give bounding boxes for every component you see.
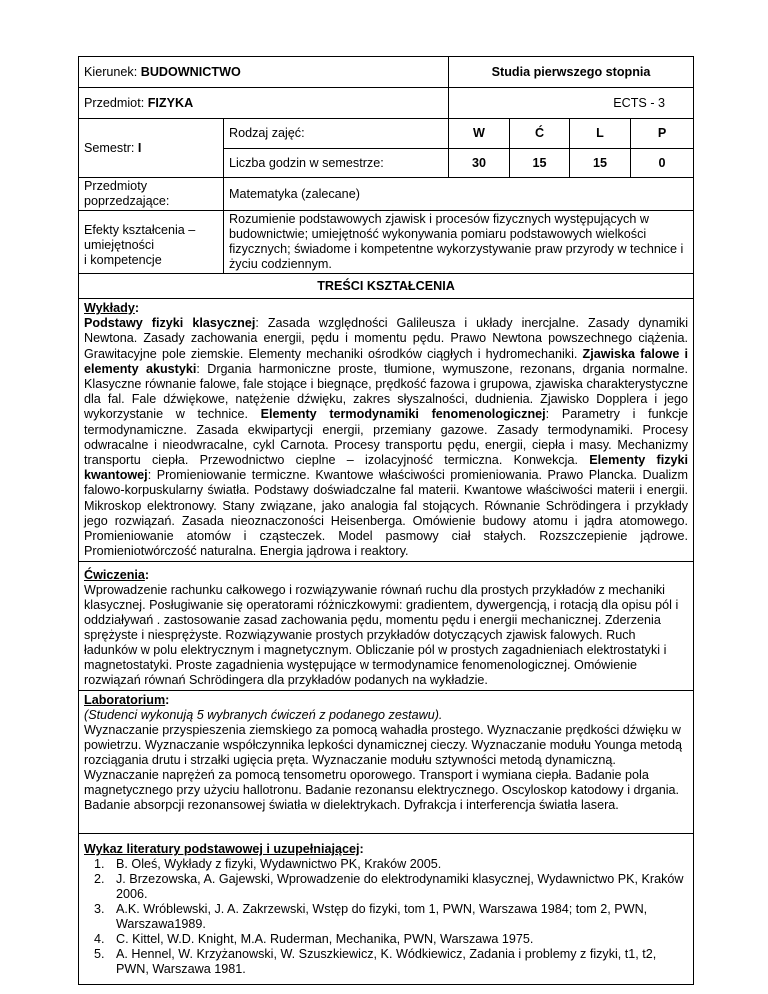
hours-l: 15 [570, 149, 631, 178]
efekty-label-line-1: Efekty kształcenia – [84, 222, 196, 237]
literatura-cell [79, 834, 694, 985]
przedmioty-label: Przedmioty poprzedzające: [79, 178, 224, 211]
hours-p: 0 [631, 149, 694, 178]
col-p-header: P [631, 119, 694, 149]
col-w-header: W [449, 119, 510, 149]
liczba-godzin-label: Liczba godzin w semestrze: [224, 149, 449, 178]
wyklady-colon: : [134, 301, 140, 315]
wyklady-p1-text: : Zasada względności Galileusza i układy inercjalne. Zasady dynamiki Newtona. Zasady zachowania energii, pędu i momentu pędu. Prawo Newtona powszechnego ciążenia. Grawitacyjne pole ziemskie. Elementy mechaniki ośrodków ciągłych i hydromechaniki. [84, 316, 689, 361]
semestr-label: Semestr: [84, 140, 135, 155]
przedmiot-value: FIZYKA [147, 95, 194, 110]
wyklady-row [79, 299, 694, 562]
wyklady-cell [79, 299, 694, 562]
literatura-list [84, 857, 688, 977]
przedmioty-row [79, 178, 694, 211]
literatura-item: 3. A.K. Wróblewski, J. A. Zakrzewski, Wstęp do fizyki, tom 1, PWN, Warszawa 1984; tom 2, PWN, Warszawa1989. [108, 902, 688, 932]
tresci-row [79, 274, 694, 299]
hours-w: 30 [449, 149, 510, 178]
wyklady-p3-text: : Parametry i funkcje termodynamiczne. Zasada ekwipartycji energii, przemiany gazowe. Zasady termodynamiki. Procesy odwracalne i nieodwracalne, cykl Carnota. Procesy transportu pędu, energii, ciepła i masy. Mechanizmy transportu ciepła. Przewodnictwo cieplne – izolacyjność termiczna. Konwekcja. [84, 407, 689, 468]
kierunek-row [79, 57, 694, 88]
literatura-row [79, 834, 694, 985]
literatura-title: Wykaz literatury podstawowej i uzupełniającej [84, 842, 360, 857]
wyklady-p2-text: : Drgania harmoniczne proste, tłumione, wymuszone, rezonans, drgania normalne. Klasyczne równanie falowe, fale stojące i biegnące, prędkość fazowa i grupowa, zjawiska charakterystyczne dla fal. Fale dźwiękowe, natężenie dźwięku, zakres słyszalności, dudnienia. Zjawisko Dopplera i jego wykorzystanie w technice. [84, 361, 689, 422]
kierunek-label: Kierunek: [84, 64, 138, 79]
wyklady-body [84, 316, 688, 559]
literatura-colon: : [359, 842, 364, 857]
kierunek-value: BUDOWNICTWO [140, 64, 241, 79]
tresci-heading: TREŚCI KSZTAŁCENIA [79, 274, 694, 299]
cwiczenia-title: Ćwiczenia [84, 568, 145, 583]
wyklady-p2-bold: Zjawiska falowe i elementy akustyki [84, 346, 689, 376]
semestr-cell [79, 119, 224, 178]
literatura-item: 4. C. Kittel, W.D. Knight, M.A. Ruderman, Mechanika, PWN, Warszawa 1975. [108, 932, 688, 947]
cwiczenia-cell [79, 562, 694, 691]
hours-c: 15 [510, 149, 570, 178]
efekty-value: Rozumienie podstawowych zjawisk i procesów fizycznych występujących w budownictwie; umiejętność wykonywania pomiaru podstawowych wielkości fizycznych; świadome i kompetentne wykorzystywanie praw przyrody w technice i życiu codziennym. [224, 211, 694, 274]
col-c-header: Ć [510, 119, 570, 149]
efekty-label-line-2: umiejętności [84, 237, 154, 252]
wyklady-p3-bold: Elementy termodynamiki fenomenologicznej [260, 407, 546, 422]
ects-cell: ECTS - 3 [449, 88, 694, 119]
efekty-row [79, 211, 694, 274]
cwiczenia-colon: : [144, 568, 150, 583]
laboratorium-note: (Studenci wykonują 5 wybranych ćwiczeń z podanego zestawu). [84, 708, 443, 723]
syllabus-table [78, 56, 694, 985]
laboratorium-body: Wyznaczanie przyspieszenia ziemskiego za pomocą wahadła prostego. Wyznaczanie prędkości dźwięku w powietrzu. Wyznaczanie współczynnika lepkości dynamicznej cieczy. Wyznaczanie modułu Younga metodą rozciągania drutu i strzałki ugięcia pręta. Wyznaczanie modułu sztywności metodą dynamiczną. Wyznaczanie naprężeń za pomocą tensometru oporowego. Transport i wymiana ciepła. Badanie pola magnetycznego przy użyciu hallotronu. Badanie rezonansu elektrycznego. Oscyloskop katodowy i drgania. Badanie absorpcji rezonansowej światła w dielektrykach. Dyfrakcja i interferencja światła lasera. [84, 723, 683, 813]
laboratorium-cell [79, 691, 694, 834]
efekty-label [79, 211, 224, 274]
literatura-item: 1. B. Oleś, Wykłady z fizyki, Wydawnictwo PK, Kraków 2005. [108, 857, 688, 872]
rodzaj-label: Rodzaj zajęć: [224, 119, 449, 149]
przedmiot-row [79, 88, 694, 119]
studia-cell: Studia pierwszego stopnia [449, 57, 694, 88]
wyklady-title: Wykłady [84, 301, 135, 315]
kierunek-cell [79, 57, 449, 88]
semestr-value: I [137, 140, 142, 155]
literatura-item: 2. J. Brzezowska, A. Gajewski, Wprowadzenie do elektrodynamiki klasycznej, Wydawnictwo PK, Kraków 2006. [108, 872, 688, 902]
laboratorium-colon: : [165, 693, 170, 708]
rodzaj-row [79, 119, 694, 149]
cwiczenia-row [79, 562, 694, 691]
literatura-item: 5. A. Hennel, W. Krzyżanowski, W. Szuszkiewicz, K. Wódkiewicz, Zadania i problemy z fizyki, t1, t2, PWN, Warszawa 1981. [108, 947, 688, 977]
efekty-label-line-3: i kompetencje [84, 252, 162, 267]
wyklady-p4-bold: Elementy fizyki kwantowej [84, 453, 689, 483]
laboratorium-row [79, 691, 694, 834]
wyklady-p1-bold: Podstawy fizyki klasycznej [84, 316, 256, 331]
wyklady-p4-text: : Promieniowanie termiczne. Kwantowe właściwości promieniowania. Prawo Plancka. Dualizm falowo-korpuskularny światła. Podstawy doświadczalne fal materii. Kwantowe właściwości materii i energii. Mikroskop elektronowy. Stany związane, jako analogia fal stojących. Równanie Schrödingera i przykłady jego rozwiązań. Zasada nieoznaczoności Heisenberga. Omówienie budowy atomu i jądra atomowego. Promieniowanie atomów i cząsteczek. Model pasmowy ciał stałych. Rozszczepienie jądrowe. Promieniotwórczość naturalna. Energia jądrowa i reaktory. [84, 468, 689, 559]
przedmiot-cell [79, 88, 449, 119]
cwiczenia-body: Wprowadzenie rachunku całkowego i rozwiązywanie równań ruchu dla prostych przykładów z mechaniki klasycznej. Posługiwanie się operatorami różniczkowymi: gradientem, dywergencją, i rotacją dla opisu pól i oddziaływań . zastosowanie zasad zachowania pędu, momentu pędu i energii mechanicznej. Zderzenia sprężyste i niesprężyste. Rozwiązywanie prostych przykładów dotyczących zjawisk falowych. Ruch ładunków w polu elektrycznym i magnetycznym. Obliczanie pól w prostych zagadnieniach elektrostatyki i magnetostatyki. Proste zagadnienia występujące w termodynamice fenomenologicznej. Omówienie rozwiązań równań Schrödingera dla przykładów podanych na wykładzie. [84, 583, 679, 688]
col-l-header: L [570, 119, 631, 149]
przedmiot-label: Przedmiot: [84, 95, 145, 110]
przedmioty-value: Matematyka (zalecane) [224, 178, 694, 211]
laboratorium-title: Laboratorium [84, 693, 166, 708]
